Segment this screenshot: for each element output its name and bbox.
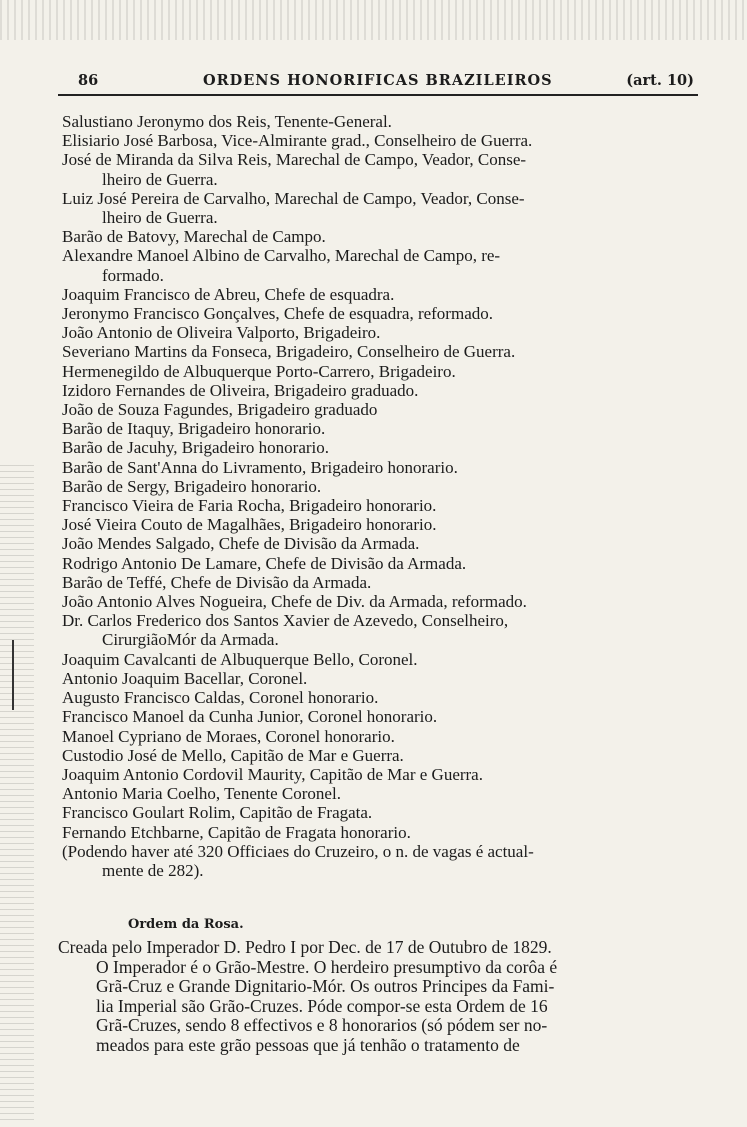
paragraph-line: Grã-Cruz e Grande Dignitario-Mór. Os outros Principes da Fami- bbox=[96, 977, 555, 996]
list-line: Jeronymo Francisco Gonçalves, Chefe de esquadra, reformado. bbox=[62, 304, 493, 324]
list-line: Augusto Francisco Caldas, Coronel honorario. bbox=[62, 688, 379, 708]
paragraph-line: lia Imperial são Grão-Cruzes. Póde compor-se esta Ordem de 16 bbox=[96, 996, 548, 1016]
list-line: Antonio Maria Coelho, Tenente Coronel. bbox=[62, 784, 341, 804]
list-line: mente de 282). bbox=[102, 860, 204, 880]
list-line: Barão de Sergy, Brigadeiro honorario. bbox=[62, 476, 322, 496]
running-header bbox=[58, 70, 698, 96]
list-line: Barão de Itaquy, Brigadeiro honorario. bbox=[62, 419, 326, 439]
section-heading: Ordem da Rosa. bbox=[128, 917, 244, 932]
section-paragraph bbox=[58, 938, 698, 1055]
list-line: Barão de Teffé, Chefe de Divisão da Armada. bbox=[62, 572, 372, 592]
list-line: Francisco Vieira de Faria Rocha, Brigadeiro honorario. bbox=[62, 496, 437, 516]
list-line: Hermenegildo de Albuquerque Porto-Carrero, Brigadeiro. bbox=[62, 361, 456, 381]
list-line: Antonio Joaquim Bacellar, Coronel. bbox=[62, 668, 308, 688]
list-line: José Vieira Couto de Magalhães, Brigadeiro honorario. bbox=[62, 515, 437, 535]
list-line: Salustiano Jeronymo dos Reis, Tenente-General. bbox=[62, 112, 392, 131]
list-line: Manoel Cypriano de Moraes, Coronel honorario. bbox=[62, 726, 395, 746]
scan-edge-top bbox=[0, 0, 747, 40]
list-line: lheiro de Guerra. bbox=[102, 208, 218, 228]
officer-list bbox=[62, 112, 702, 880]
list-line: Rodrigo Antonio De Lamare, Chefe de Divisão da Armada. bbox=[62, 553, 467, 573]
paragraph-line: O Imperador é o Grão-Mestre. O herdeiro presumptivo da corôa é bbox=[96, 957, 558, 977]
list-line: Joaquim Francisco de Abreu, Chefe de esquadra. bbox=[62, 284, 395, 304]
list-line: Joaquim Antonio Cordovil Maurity, Capitão de Mar e Guerra. bbox=[62, 764, 483, 784]
paragraph-line: Creada pelo Imperador D. Pedro I por Dec. de 17 de Outubro de 1829. bbox=[58, 938, 552, 957]
list-line: lheiro de Guerra. bbox=[102, 169, 218, 189]
list-line: CirurgiãoMór da Armada. bbox=[102, 630, 279, 650]
list-line: Severiano Martins da Fonseca, Brigadeiro, Conselheiro de Guerra. bbox=[62, 342, 516, 362]
list-line: Francisco Manoel da Cunha Junior, Coronel honorario. bbox=[62, 707, 438, 727]
paragraph-line: meados para este grão pessoas que já tenhão o tratamento de bbox=[96, 1035, 520, 1055]
list-line: Elisiario José Barbosa, Vice-Almirante grad., Conselheiro de Guerra. bbox=[62, 131, 533, 151]
list-line: Alexandre Manoel Albino de Carvalho, Marechal de Campo, re- bbox=[62, 246, 501, 266]
list-line: Izidoro Fernandes de Oliveira, Brigadeiro graduado. bbox=[62, 380, 419, 400]
list-line: Fernando Etchbarne, Capitão de Fragata honorario. bbox=[62, 822, 411, 842]
list-line: Joaquim Cavalcanti de Albuquerque Bello, Coronel. bbox=[62, 649, 418, 669]
list-line: José de Miranda da Silva Reis, Marechal de Campo, Veador, Conse- bbox=[62, 150, 527, 170]
list-line: João Antonio de Oliveira Valporto, Brigadeiro. bbox=[62, 323, 381, 343]
list-line: Luiz José Pereira de Carvalho, Marechal de Campo, Veador, Conse- bbox=[62, 188, 525, 208]
list-line: João Mendes Salgado, Chefe de Divisão da Armada. bbox=[62, 534, 420, 554]
paragraph-line: Grã-Cruzes, sendo 8 effectivos e 8 honorarios (só pódem ser no- bbox=[96, 1016, 548, 1035]
list-line: formado. bbox=[102, 265, 164, 285]
margin-mark bbox=[12, 640, 14, 710]
article-ref: (art. 10) bbox=[626, 72, 694, 89]
list-line: Barão de Sant'Anna do Livramento, Brigadeiro honorario. bbox=[62, 457, 458, 477]
list-line: Francisco Goulart Rolim, Capitão de Fragata. bbox=[62, 803, 373, 823]
scan-edge-left bbox=[0, 460, 34, 1120]
page-number: 86 bbox=[78, 72, 99, 89]
running-title: ORDENS HONORIFICAS BRAZILEIROS bbox=[203, 72, 553, 89]
list-line: (Podendo haver até 320 Officiaes do Cruzeiro, o n. de vagas é actual- bbox=[62, 841, 534, 861]
list-line: Dr. Carlos Frederico dos Santos Xavier de Azevedo, Conselheiro, bbox=[62, 611, 509, 631]
list-line: João de Souza Fagundes, Brigadeiro graduado bbox=[62, 400, 378, 420]
list-line: Barão de Jacuhy, Brigadeiro honorario. bbox=[62, 438, 330, 458]
list-line: Barão de Batovy, Marechal de Campo. bbox=[62, 227, 326, 247]
list-line: Custodio José de Mello, Capitão de Mar e Guerra. bbox=[62, 745, 404, 765]
list-line: João Antonio Alves Nogueira, Chefe de Div. da Armada, reformado. bbox=[62, 592, 527, 612]
